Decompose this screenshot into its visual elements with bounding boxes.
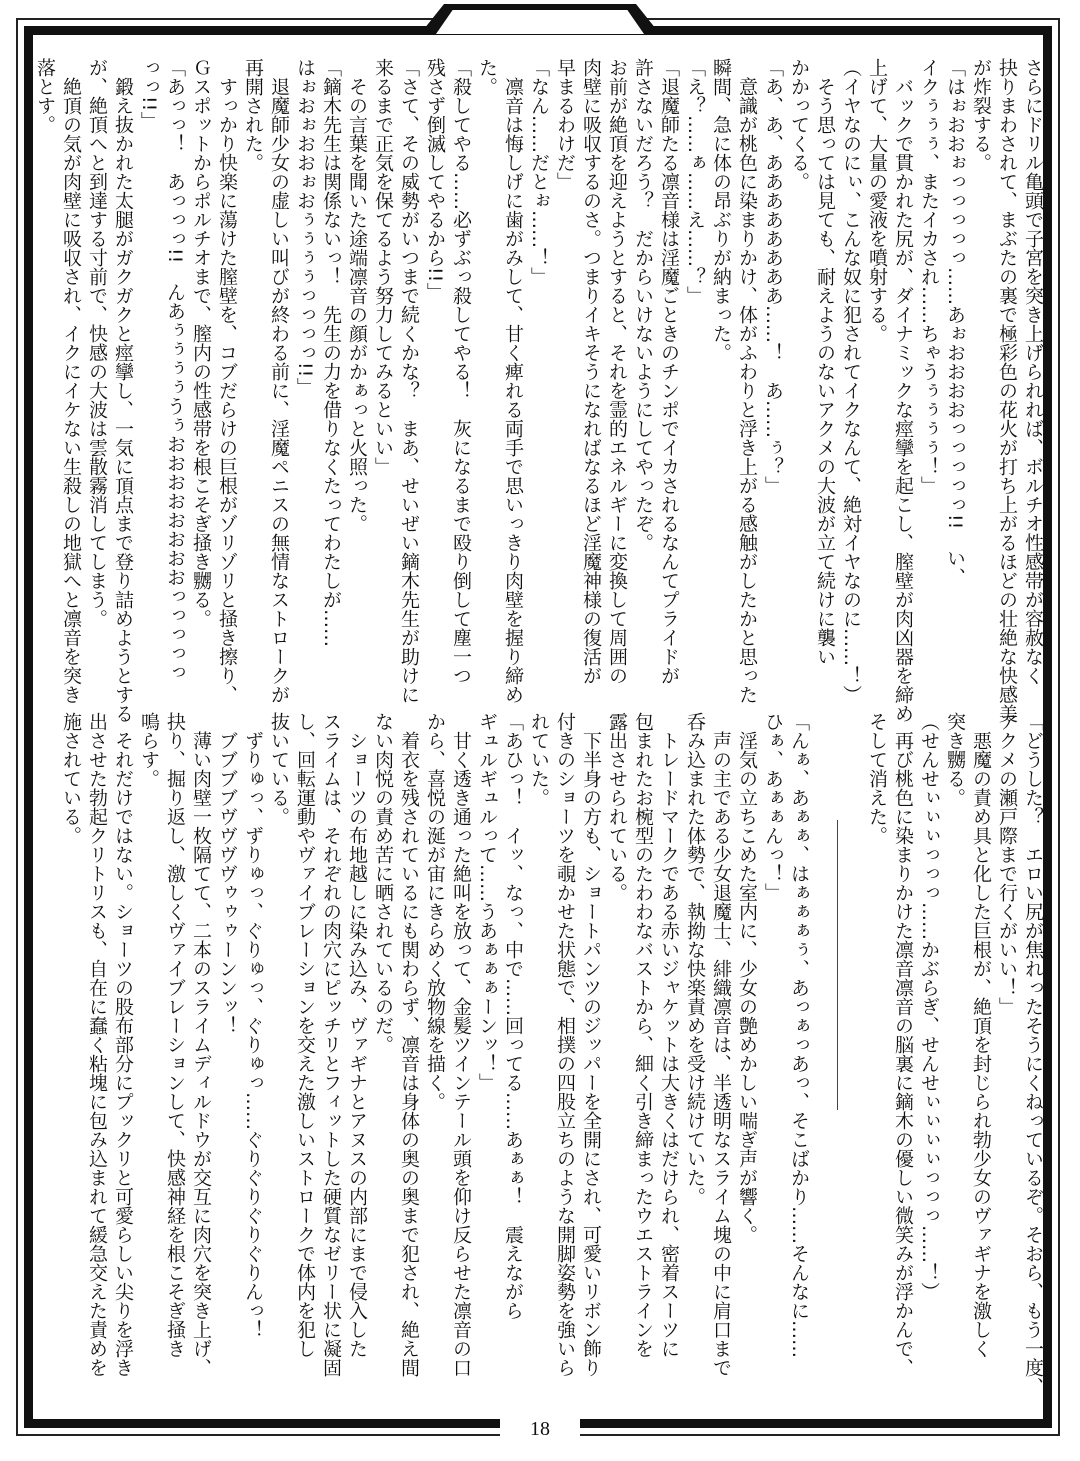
text-column: 「退魔師たる凛音様は淫魔ごときのチンポでイカされるなんてプライドが bbox=[658, 58, 680, 685]
text-column: ショーツの布地越しに染み込み、ヴァギナとアヌスの内部にまで侵入した bbox=[346, 712, 368, 1358]
page-number: 18 bbox=[530, 1418, 550, 1440]
upper-text-block bbox=[32, 58, 1046, 723]
text-column: 出させた勃起クリトリスも、自在に蠢く粘塊に包み込まれて緩急交えた責めを bbox=[86, 712, 108, 1377]
text-column: ギュルギュルって……うあぁぁぁーンッ！」 bbox=[476, 712, 498, 1092]
text-column: 瞬間、急に体の昂ぶりが納まった。 bbox=[710, 58, 732, 362]
text-column: 突き嬲る。 bbox=[944, 712, 966, 807]
text-column: 「あっっ！ あっっっ!! んあぅぅぅぅうぅおおおおおおおおっっっっっ bbox=[164, 58, 186, 682]
text-column: 施されている。 bbox=[60, 712, 82, 845]
text-column: 「どうした？ エロい尻が焦れったそうにくねっているぞ。そおら、もう一度、 bbox=[1022, 712, 1044, 1396]
text-column: が炸裂する。 bbox=[970, 58, 992, 172]
text-column: 「鏑木先生は関係ないっ！ 先生の力を借りなくたってわたしが…… bbox=[320, 58, 342, 647]
text-column: れていた。 bbox=[528, 712, 550, 807]
text-column: 再び桃色に染まりかけた凛音凛音の脳裏に鏑木の優しい微笑みが浮かんで、 bbox=[892, 712, 914, 1377]
text-column: お前が絶頂を迎えようとすると、それを霊的エネルギーに変換して周囲の bbox=[606, 58, 628, 685]
text-column: 再開された。 bbox=[242, 58, 264, 172]
text-column: さらにドリル亀頭で子宮を突き上げられれば、ボルチオ性感帯が容赦なく bbox=[1022, 58, 1044, 685]
text-column: から、喜悦の涎が宙にきらめく放物線を描く。 bbox=[424, 712, 446, 1111]
text-column: Ｇスポットからポルチオまで、膣内の性感帯を根こそぎ掻き嬲る。 bbox=[190, 58, 212, 628]
text-column: 鍛え抜かれた太腿がガクガクと痙攣し、一気に頂点まで登り詰めようとする bbox=[112, 58, 134, 723]
text-column: そう思っては見ても、耐えようのないアクメの大波が立て続けに襲い bbox=[814, 58, 836, 666]
text-column: 声の主である少女退魔士、緋織凛音は、半透明なスライム塊の中に肩口まで bbox=[710, 712, 732, 1377]
text-column: 「さて、その威勢がいつまで続くかな？ まあ、せいぜい鏑木先生が助けに bbox=[398, 58, 420, 704]
text-column: た。 bbox=[476, 58, 498, 96]
text-column: 許さないだろう？ だからいけないようにしてやったぞ。 bbox=[632, 58, 654, 552]
text-column: 早まるわけだ」 bbox=[554, 58, 576, 191]
text-column: はぉおぉおおぉおぅぅぅぅっっっっ!!」 bbox=[294, 58, 316, 397]
text-column: 絶頂の気が肉壁に吸収され、イクにイケない生殺しの地獄へと凛音を突き bbox=[60, 58, 82, 704]
text-column: トレードマークである赤いジャケットは大きくはだけられ、密着スーツに bbox=[658, 712, 680, 1358]
text-column: 意識が桃色に染まりかけ、体がふわりと浮き上がる感触がしたかと思った bbox=[736, 58, 758, 704]
text-column: 抉りまわされて、まぶたの裏で極彩色の花火が打ち上がるほどの壮絶な快感美 bbox=[996, 58, 1018, 723]
text-column: 鳴らす。 bbox=[138, 712, 160, 788]
text-column: ブブブブヴヴヴヴゥゥゥーンンッ！ bbox=[216, 712, 238, 1035]
text-column: （イヤなのにぃ、こんな奴に犯されてイクなんて、絶対イヤなのに……！） bbox=[840, 58, 862, 704]
text-column: っっ!!」 bbox=[138, 58, 160, 131]
text-column: 淫気の立ちこめた室内に、少女の艶めかしい喘ぎ声が響く。 bbox=[736, 712, 758, 1244]
text-column: 残さず倒滅してやるから!!」 bbox=[424, 58, 446, 302]
text-column: ない肉悦の責め苦に晒されているのだ。 bbox=[372, 712, 394, 1054]
text-column: し、回転運動やヴァイブレーションを交えた激しいストロークで体内を犯し bbox=[294, 712, 316, 1358]
text-column: 退魔師少女の虚しい叫びが終わる前に、淫魔ペニスの無情なストロークが bbox=[268, 58, 290, 704]
text-column: 「え？……ぁ……え……？」 bbox=[684, 58, 706, 305]
text-column: 抜いている。 bbox=[268, 712, 290, 826]
text-column: 「あひっ！ イッ、なっ、中で……回ってる……あぁぁ！ 震えながら bbox=[502, 712, 524, 1320]
text-column: スライムは、それぞれの肉穴にピッチリとフィットした硬質なゼリー状に凝固 bbox=[320, 712, 342, 1377]
text-column: 「あ、あ、ああああああああ……！ あ……ぅ？」 bbox=[762, 58, 784, 495]
text-column: が、絶頂へと到達する寸前で、快感の大波は雲散霧消してしまう。 bbox=[86, 58, 108, 628]
text-column: かかってくる。 bbox=[788, 58, 810, 191]
text-column: ひぁ、あぁぁんっ！」 bbox=[762, 712, 784, 902]
text-column: 甘く透き通った絶叫を放って、金髪ツインテール頭を仰け反らせた凛音の口 bbox=[450, 712, 472, 1377]
text-column: 「んぁ、あぁぁ、はぁぁぁぅ、あっぁっあっ、そこばかり……そんなに…… bbox=[788, 712, 810, 1358]
text-column: その言葉を聞いた途端凛音の顔がかぁっと火照った。 bbox=[346, 58, 368, 533]
text-column: 凛音は悔しげに歯がみして、甘く痺れる両手で思いっきり肉壁を握り締め bbox=[502, 58, 524, 704]
text-column: それだけではない。ショーツの股布部分にプックリと可愛らしい尖りを浮き bbox=[112, 712, 134, 1377]
text-column: ずりゅっ、ずりゅっ、ぐりゅっ、ぐりゅっ……ぐりぐりぐりぐりんっ！ bbox=[242, 712, 264, 1339]
lower-text-block bbox=[58, 712, 1046, 1402]
text-column: バックで貫かれた尻が、ダイナミックな痙攣を起こし、膣壁が肉凶器を締め bbox=[892, 58, 914, 723]
text-column: 薄い肉壁一枚隔てて、二本のスライムディルドウが交互に肉穴を突き上げ、 bbox=[190, 712, 212, 1377]
text-column: 着衣を残されているにも関わらず、凛音は身体の奥の奥まで犯され、絶え間 bbox=[398, 712, 420, 1377]
text-column: アクメの瀬戸際まで行くがいい！」 bbox=[996, 712, 1018, 1016]
frame-top-tab-inner bbox=[436, 10, 644, 34]
text-column: 呑み込まれた体勢で、執拗な快楽責めを受け続けていた。 bbox=[684, 712, 706, 1206]
text-column: 落とす。 bbox=[34, 58, 56, 134]
text-column: 「なん……だとぉ……！」 bbox=[528, 58, 550, 286]
section-divider bbox=[812, 712, 864, 1402]
text-column: 悪魔の責め具と化した巨根が、絶頂を封じられ勃少女のヴァギナを激しく bbox=[970, 712, 992, 1358]
text-column: （せんせぃぃぃっっっ……かぶらぎ、せんせぃぃぃぃっっっ……！） bbox=[918, 712, 940, 1301]
text-column: 付きのショーツを覗かせた状態で、相撲の四股立ちのような開脚姿勢を強いら bbox=[554, 712, 576, 1377]
text-column: 抉り、掘り返し、激しくヴァイブレーションして、快感神経を根こそぎ掻き bbox=[164, 712, 186, 1358]
text-column: イクぅぅぅ、またイカされ……ちゃうぅぅぅぅ！」 bbox=[918, 58, 940, 495]
text-column: 肉壁に吸収するのさ。つまりイキそうになればなるほど淫魔神様の復活が bbox=[580, 58, 602, 685]
text-column: 「殺してやる……必ずぶっ殺してやる！ 灰になるまで殴り倒して塵一つ bbox=[450, 58, 472, 685]
text-column: 上げて、大量の愛液を噴射する。 bbox=[866, 58, 888, 343]
text-column: そして消えた。 bbox=[866, 712, 888, 845]
text-column: 来るまで正気を保てるよう努力してみるといい」 bbox=[372, 58, 394, 476]
text-column: 包まれたお椀型のたわわなバストから、細く引き締まったウエストラインを bbox=[632, 712, 654, 1358]
text-column: 下半身の方も、ショートパンツのジッパーを全開にされ、可愛いリボン飾り bbox=[580, 712, 602, 1377]
text-column: 露出させられている。 bbox=[606, 712, 628, 902]
text-column: 「はぉおおぉっっっっっ……あぉおおおおっっっっっ!! い、 bbox=[944, 58, 966, 587]
text-column: すっかり快楽に蕩けた膣壁を、コブだらけの巨根がゾリゾリと掻き擦り、 bbox=[216, 58, 238, 704]
